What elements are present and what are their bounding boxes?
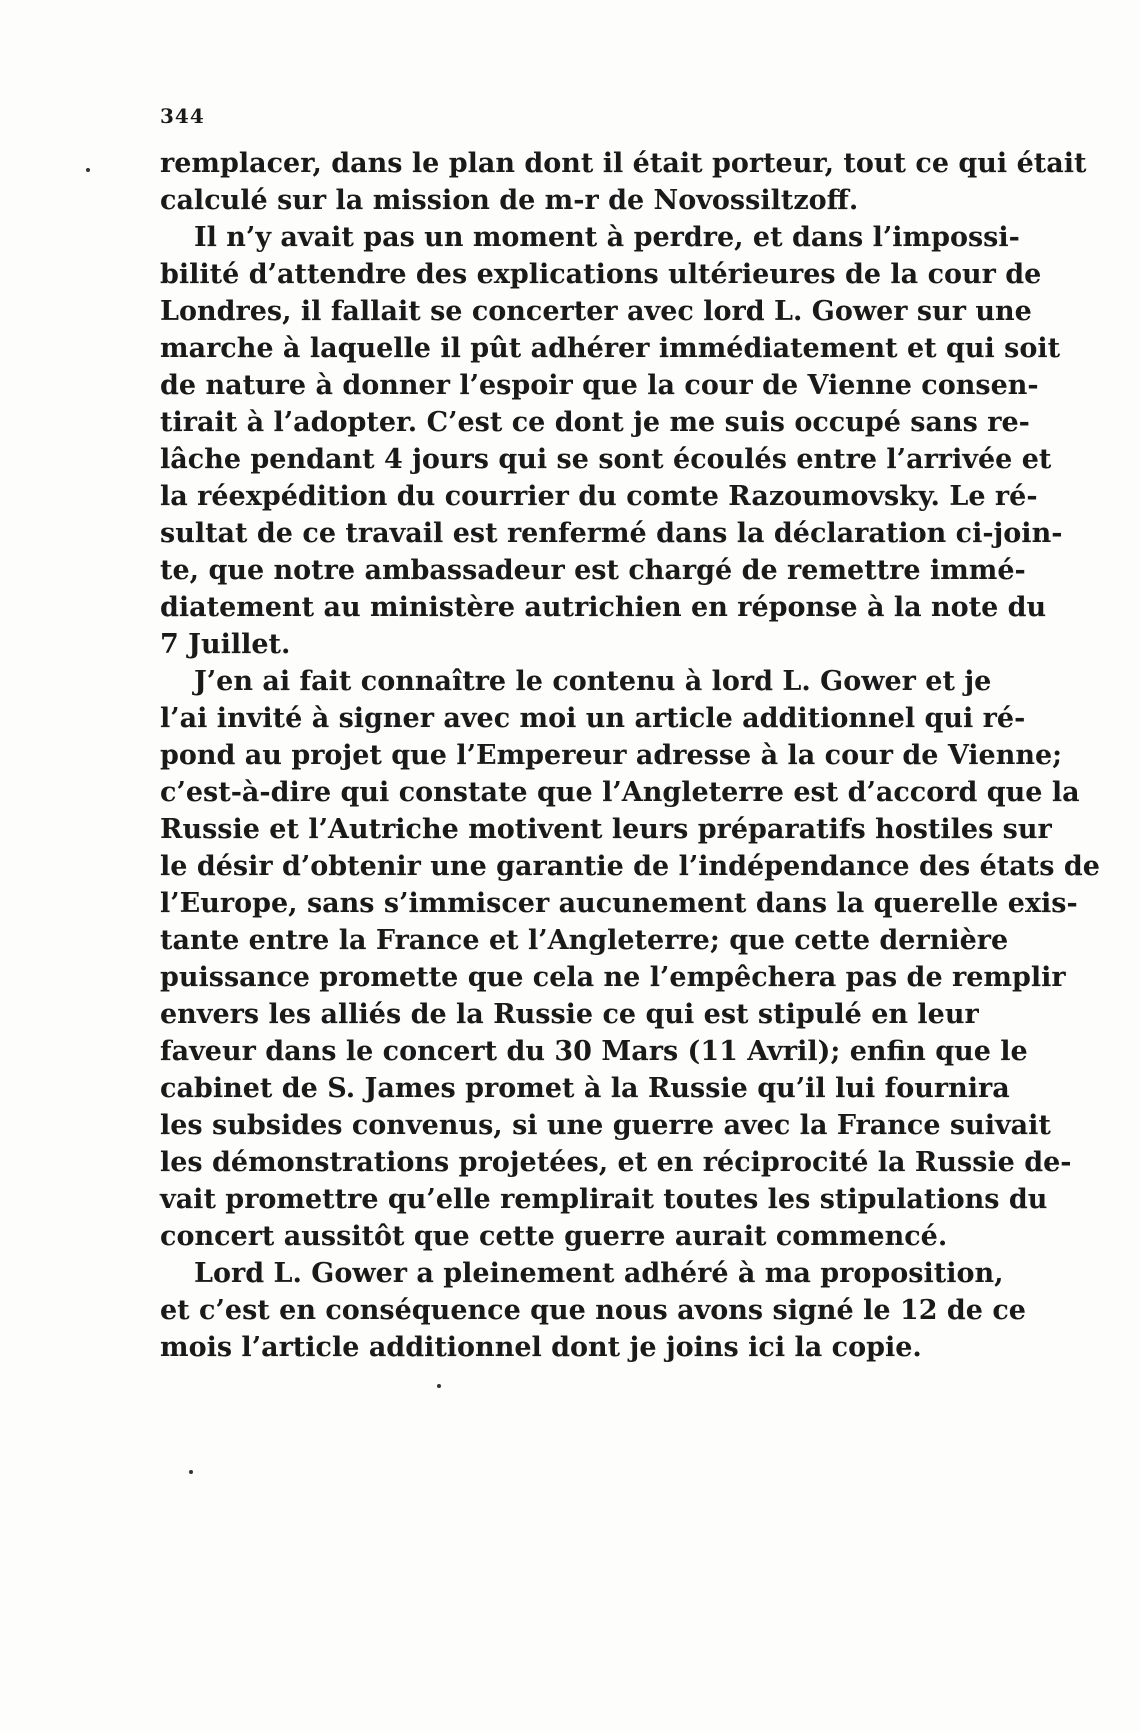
text-line: bilité d’attendre des explications ultérieures de la cour de	[160, 259, 1042, 290]
text-line: pond au projet que l’Empereur adresse à la cour de Vienne;	[160, 740, 1063, 771]
text-line: l’Europe, sans s’immiscer aucunement dans la querelle exis-	[160, 888, 1078, 919]
text-line: cabinet de S. James promet à la Russie qu’il lui fournira	[160, 1073, 1010, 1104]
text-line: les subsides convenus, si une guerre avec la France suivait	[160, 1110, 1051, 1141]
text-line: sultat de ce travail est renfermé dans la déclaration ci-join-	[160, 518, 1063, 549]
ink-speck	[189, 1470, 193, 1474]
text-line: concert aussitôt que cette guerre aurait commencé.	[160, 1221, 948, 1252]
paragraph-3	[160, 663, 1100, 1255]
text-line: Londres, il fallait se concerter avec lord L. Gower sur une	[160, 296, 1032, 327]
body-text	[160, 145, 1100, 1366]
text-line: de nature à donner l’espoir que la cour de Vienne consen-	[160, 370, 1039, 401]
text-line: J’en ai fait connaître le contenu à lord L. Gower et je	[194, 666, 992, 697]
text-line: vait promettre qu’elle remplirait toutes les stipulations du	[160, 1184, 1048, 1215]
text-line: l’ai invité à signer avec moi un article additionnel qui ré-	[160, 703, 1026, 734]
text-line: Lord L. Gower a pleinement adhéré à ma proposition,	[194, 1258, 1004, 1289]
text-line: le désir d’obtenir une garantie de l’indépendance des états de	[160, 851, 1100, 882]
text-line: diatement au ministère autrichien en réponse à la note du	[160, 592, 1047, 623]
ink-speck	[437, 1384, 441, 1388]
text-line: puissance promette que cela ne l’empêchera pas de remplir	[160, 962, 1066, 993]
paragraph-1	[160, 145, 1087, 219]
text-line: marche à laquelle il pût adhérer immédiatement et qui soit	[160, 333, 1061, 364]
text-line: Il n’y avait pas un moment à perdre, et dans l’impossi-	[194, 222, 1020, 253]
text-line: lâche pendant 4 jours qui se sont écoulés entre l’arrivée et	[160, 444, 1052, 475]
text-line: tante entre la France et l’Angleterre; que cette dernière	[160, 925, 1009, 956]
text-line: les démonstrations projetées, et en réciprocité la Russie de-	[160, 1147, 1072, 1178]
text-line: c’est-à-dire qui constate que l’Angleterre est d’accord que la	[160, 777, 1080, 808]
paragraph-4	[160, 1255, 1026, 1366]
text-line: te, que notre ambassadeur est chargé de remettre immé-	[160, 555, 1026, 586]
text-line: mois l’article additionnel dont je joins ici la copie.	[160, 1332, 922, 1363]
ink-speck	[86, 168, 90, 172]
text-line: remplacer, dans le plan dont il était porteur, tout ce qui était	[160, 148, 1087, 179]
text-line: Russie et l’Autriche motivent leurs préparatifs hostiles sur	[160, 814, 1052, 845]
text-line: faveur dans le concert du 30 Mars (11 Avril); enfin que le	[160, 1036, 1028, 1067]
text-line: tirait à l’adopter. C’est ce dont je me suis occupé sans re-	[160, 407, 1030, 438]
page-number: 344	[160, 104, 205, 128]
text-line: envers les alliés de la Russie ce qui est stipulé en leur	[160, 999, 979, 1030]
paragraph-2	[160, 219, 1063, 663]
text-line: 7 Juillet.	[160, 629, 291, 660]
text-line: et c’est en conséquence que nous avons signé le 12 de ce	[160, 1295, 1026, 1326]
text-line: calculé sur la mission de m-r de Novossiltzoff.	[160, 185, 859, 216]
text-line: la réexpédition du courrier du comte Razoumovsky. Le ré-	[160, 481, 1038, 512]
